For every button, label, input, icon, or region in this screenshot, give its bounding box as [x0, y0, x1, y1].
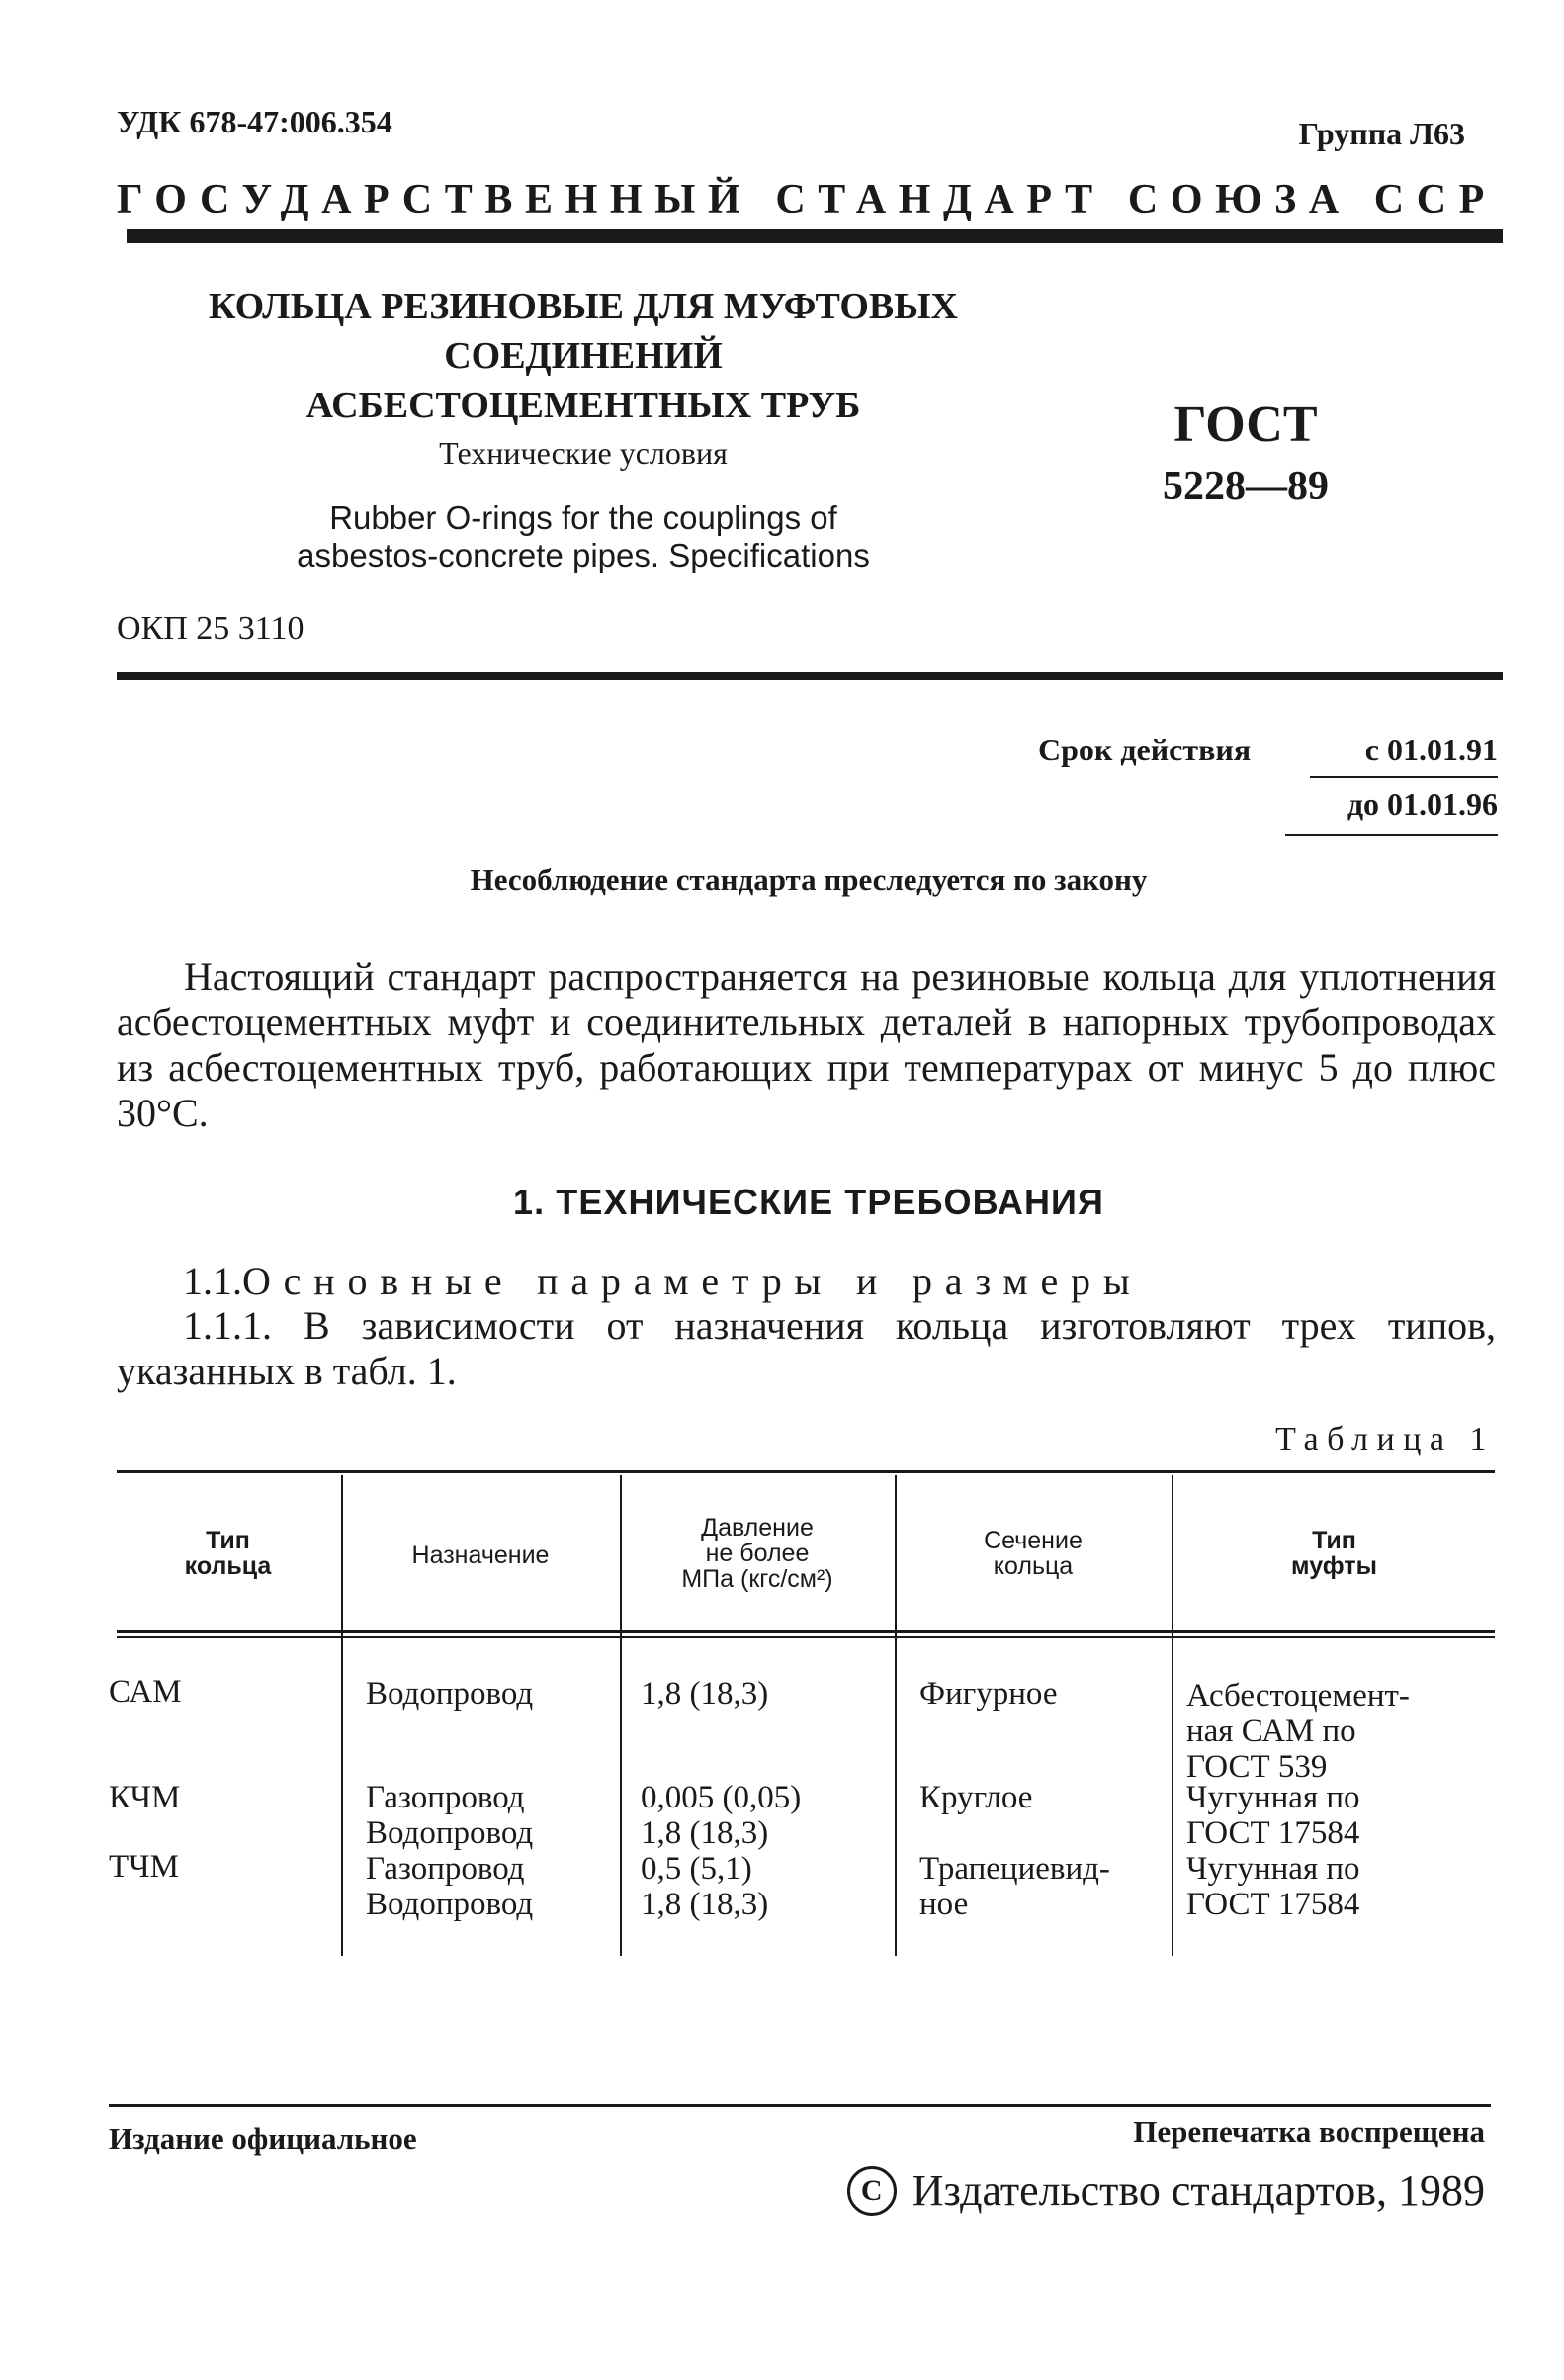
- intro-paragraph: Настоящий стандарт распространяется на резиновые кольца для уплотнения асбестоцементных муфт и соединительных деталей в напорных трубопроводах из асбестоцементных труб, работающих при температурах от минус 5 до плюс 30°С.: [117, 954, 1496, 1135]
- cell-coupling: Чугунная по ГОСТ 17584: [1186, 1851, 1360, 1922]
- document-title: [158, 282, 1008, 430]
- cell-coupling: Чугунная по ГОСТ 17584: [1186, 1780, 1360, 1851]
- table-caption: Таблица 1: [1275, 1421, 1495, 1457]
- official-edition-note: Издание официальное: [109, 2121, 417, 2156]
- english-title: [158, 499, 1008, 574]
- title-block-rule: [117, 672, 1503, 680]
- table-header-rule: [117, 1630, 1495, 1633]
- state-standard-heading: ГОСУДАРСТВЕННЫЙ СТАНДАРТ СОЮЗА ССР: [117, 177, 1497, 222]
- cell-purpose: Газопровод Водопровод: [366, 1851, 534, 1922]
- cell-section: Круглое: [919, 1780, 1033, 1815]
- group-code: Группа Л63: [1298, 116, 1465, 151]
- gost-label: ГОСТ: [1173, 397, 1318, 453]
- clause-1-1-1: 1.1.1. В зависимости от назначения кольца изготовляют трех типов, указанных в табл. 1.: [117, 1303, 1496, 1393]
- cell-ring-type: САМ: [109, 1674, 182, 1710]
- cell-purpose: Газопровод Водопровод: [366, 1780, 534, 1851]
- validity-from-rule: [1310, 776, 1498, 778]
- copyright-icon: C: [847, 2166, 897, 2216]
- title-line: КОЛЬЦА РЕЗИНОВЫЕ ДЛЯ МУФТОВЫХ: [209, 286, 958, 327]
- cell-pressure: 0,005 (0,05) 1,8 (18,3): [641, 1780, 802, 1851]
- validity-to-rule: [1285, 834, 1498, 836]
- table-header-pressure: Давление не более МПа (кгс/см²): [681, 1514, 833, 1593]
- table-top-rule: [117, 1470, 1495, 1473]
- clause-1-1: [183, 1258, 1143, 1304]
- english-title-line: Rubber O-rings for the couplings of: [329, 499, 837, 536]
- cell-coupling: Асбестоцемент- ная САМ по ГОСТ 539: [1186, 1678, 1410, 1785]
- cell-ring-type: ТЧМ: [109, 1849, 179, 1885]
- cell-section: Фигурное: [919, 1676, 1058, 1712]
- law-notice: Несоблюдение стандарта преследуется по закону: [470, 862, 1148, 897]
- cell-pressure: 0,5 (5,1) 1,8 (18,3): [641, 1851, 769, 1922]
- cell-ring-type: КЧМ: [109, 1780, 181, 1815]
- publisher-line: [847, 2165, 1485, 2220]
- cell-pressure: 1,8 (18,3): [641, 1676, 769, 1712]
- footer-rule: [109, 2104, 1491, 2107]
- title-line: АСБЕСТОЦЕМЕНТНЫХ ТРУБ: [305, 385, 861, 426]
- header-rule: [127, 229, 1503, 243]
- reprint-prohibited-note: Перепечатка воспрещена: [1133, 2114, 1485, 2149]
- validity-label: Срок действия: [1038, 732, 1252, 767]
- clause-title: Основные параметры и размеры: [242, 1259, 1143, 1303]
- clause-number: 1.1.: [183, 1259, 242, 1303]
- okp-code: ОКП 25 3110: [117, 610, 304, 647]
- validity-to: до 01.01.96: [1347, 786, 1498, 822]
- table-header-ring-type: Тип кольца: [184, 1527, 272, 1580]
- publisher-name: Издательство стандартов, 1989: [912, 2166, 1485, 2215]
- table-header-section: Сечение кольца: [984, 1527, 1083, 1580]
- section-heading: 1. ТЕХНИЧЕСКИЕ ТРЕБОВАНИЯ: [513, 1182, 1104, 1222]
- udk-code: УДК 678-47:006.354: [117, 104, 392, 139]
- english-title-line: asbestos-concrete pipes. Specifications: [297, 537, 870, 573]
- table-header-coupling-type: Тип муфты: [1291, 1527, 1377, 1580]
- cell-section: Трапециевид- ное: [919, 1851, 1110, 1922]
- validity-from: с 01.01.91: [1364, 732, 1498, 767]
- table-header-rule-2: [117, 1636, 1495, 1638]
- table-header-purpose: Назначение: [411, 1542, 550, 1569]
- gost-number: 5228—89: [1163, 464, 1329, 509]
- cell-purpose: Водопровод: [366, 1676, 534, 1712]
- title-line: СОЕДИНЕНИЙ: [444, 335, 723, 377]
- document-subtitle: Технические условия: [439, 435, 728, 471]
